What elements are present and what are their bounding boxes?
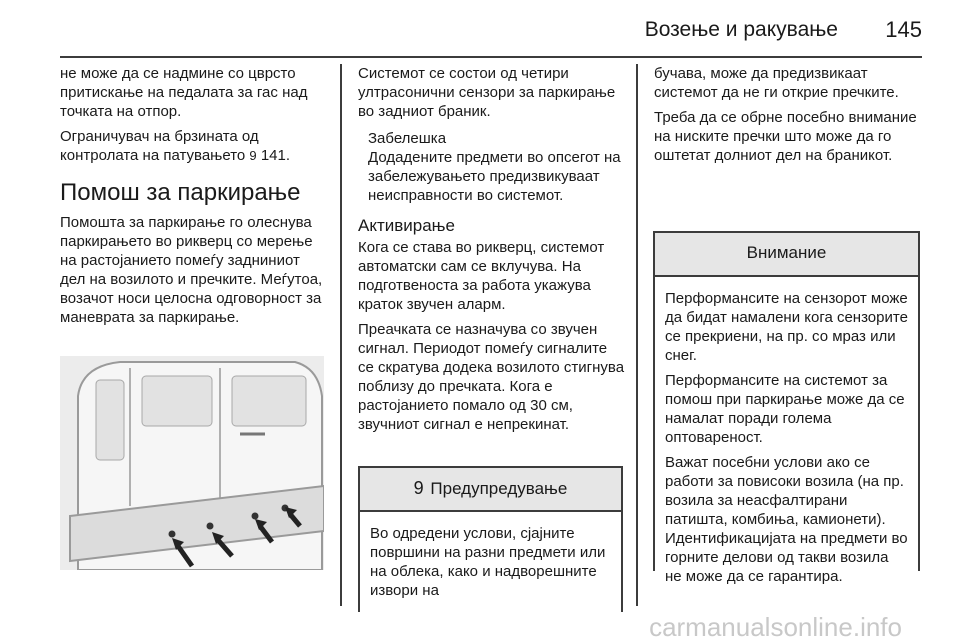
column-middle (358, 64, 626, 440)
column-left (60, 64, 326, 333)
watermark: carmanualsonline.info (649, 612, 902, 642)
caution-paragraph: Перформансите на сензорот може да бидат намалени кога сензорите се прекриени, на пр. со мраз или снег. (665, 290, 908, 364)
caution-body (655, 277, 918, 586)
paragraph-ref (60, 127, 326, 165)
caution-box (653, 231, 920, 585)
paragraph: бучава, може да предизвикаат системот да не ги открие пречките. (654, 65, 899, 101)
warning-box (358, 466, 623, 612)
column-divider (340, 64, 342, 606)
caution-paragraph: Важат посебни услови ако се работи за повисоки возила (на пр. возила за неасфалтирани патишта, комбиња, камионети). Идентификацијата на предмети во горните делови од такви возила не може да се гарантира. (665, 454, 908, 585)
warning-icon: 9 (413, 478, 424, 498)
note-title: Забелешка (368, 130, 447, 147)
column-divider (636, 64, 638, 606)
warning-title: Предупредување (430, 479, 568, 498)
caution-header: Внимание (655, 233, 918, 277)
paragraph: Системот се состои од четири ултрасонични сензори за паркирање во задниот браник. (358, 65, 616, 120)
warning-text: Во одредени услови, сјајните површини на разни предмети или на облека, како и надворешните извори на (370, 525, 606, 599)
caution-paragraph: Перформансите на системот за помош при паркирање може да се намалат поради голема оптовареност. (665, 372, 905, 446)
warning-body (360, 512, 621, 600)
reference-icon: 9 (249, 148, 257, 163)
section-heading: Помош за паркирање (60, 179, 301, 206)
paragraph: не може да се надмине со цврсто притискање на педалата за гас над точката на отпор. (60, 65, 308, 120)
paragraph: Треба да се обрне посебно внимание на ниските пречки што може да го оштетат долниот дел на браникот. (654, 109, 917, 164)
header-rule (60, 56, 922, 58)
page-number: 145 (885, 17, 922, 42)
van-rear-illustration (60, 356, 324, 570)
paragraph: Преачката се назначува со звучен сигнал. Периодот помеѓу сигналите се скратува додека возилото стигнува поблизу до пречката. Кога е растојанието помало од 30 см, звучниот сигнал е непрекинат. (358, 321, 625, 433)
page-header (0, 0, 960, 58)
van-rear-sensors-illustration (60, 356, 324, 570)
paragraph-text: Ограничувач на брзината од контролата на патувањето (60, 128, 259, 164)
warning-header (360, 468, 621, 512)
note-text: Додадените предмети во опсегот на забележувањето предизвикуваат неисправности во системот. (368, 149, 621, 204)
section-subheading: Активирање (358, 216, 455, 235)
page-reference[interactable]: 141. (260, 147, 291, 164)
note (358, 129, 626, 205)
paragraph: Помошта за паркирање го олеснува паркирањето во рикверц со мерење на растојанието помеѓу задниниот дел на возилото и пречките. Меѓутоа, возачот носи целосна одговорност за маневрата за паркирање. (60, 214, 323, 326)
column-right (654, 64, 922, 171)
page-title: Возење и ракување (644, 18, 838, 41)
paragraph: Кога се става во рикверц, системот автоматски сам се вклучува. На подготвеноста за работа укажува краток звучен аларм. (358, 239, 605, 313)
